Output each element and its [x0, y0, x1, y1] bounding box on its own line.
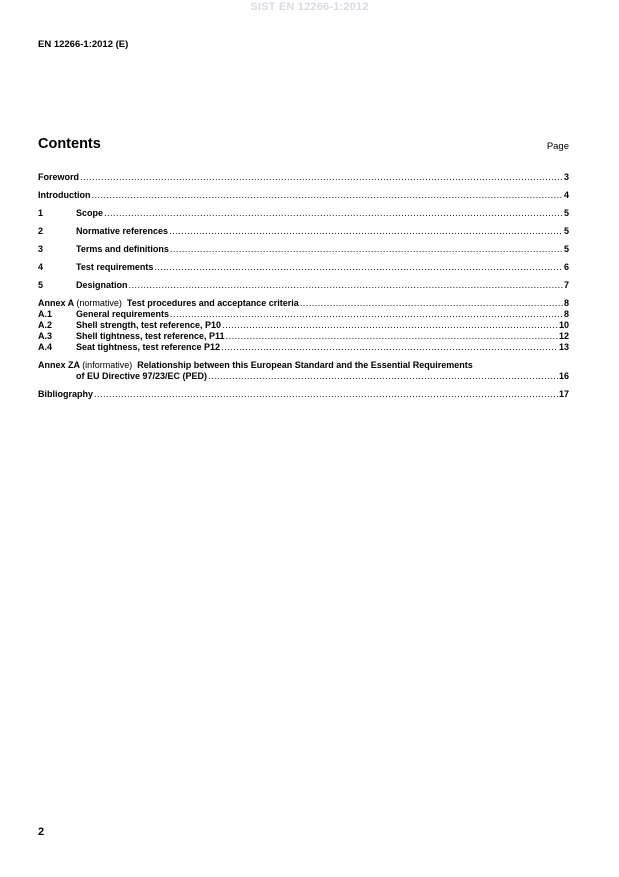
toc-entry-test-requirements[interactable]	[38, 262, 569, 273]
toc-page: 5	[563, 226, 569, 236]
dot-leader	[300, 298, 563, 309]
dot-leader	[208, 371, 558, 382]
annex-qualifier: (normative)	[76, 298, 122, 308]
toc-entry-annex-za[interactable]	[38, 360, 569, 371]
toc-entry-scope[interactable]	[38, 208, 569, 219]
annex-qualifier: (informative)	[82, 360, 133, 370]
annex-prefix: Annex A	[38, 298, 74, 308]
toc-title: Seat tightness, test reference P12	[76, 342, 221, 352]
toc-number: A.4	[38, 342, 53, 352]
toc-entry-a3[interactable]	[38, 331, 569, 342]
toc-number: A.2	[38, 320, 53, 330]
toc-page: 5	[563, 208, 569, 218]
toc-page: 3	[563, 172, 569, 182]
toc-page: 7	[563, 280, 569, 290]
toc-page: 4	[563, 190, 569, 200]
dot-leader	[169, 226, 563, 237]
toc-entry-introduction[interactable]	[38, 190, 569, 201]
toc-title: Introduction	[38, 190, 91, 200]
toc-title: Scope	[76, 208, 104, 218]
toc-entry-foreword[interactable]	[38, 172, 569, 183]
toc-number: 5	[38, 280, 44, 290]
toc-number: A.1	[38, 309, 53, 319]
toc-page: 12	[558, 331, 569, 341]
toc-page: 16	[558, 371, 569, 381]
dot-leader	[170, 309, 563, 320]
dot-leader	[94, 389, 558, 400]
toc-entry-terms-and-definitions[interactable]	[38, 244, 569, 255]
toc-page: 13	[558, 342, 569, 352]
toc-title: Designation	[76, 280, 128, 290]
toc-page: 5	[563, 244, 569, 254]
toc-entry-a4[interactable]	[38, 342, 569, 353]
annex-title: Test procedures and acceptance criteria	[126, 298, 299, 308]
dot-leader	[222, 320, 558, 331]
dot-leader	[226, 331, 558, 342]
annex-title-line1: Relationship between this European Standard and the Essential Requirements	[137, 360, 473, 370]
toc-title: Normative references	[76, 226, 169, 236]
toc-title: General requirements	[76, 309, 170, 319]
dot-leader	[80, 172, 563, 183]
toc-page: 17	[558, 389, 569, 399]
contents-title: Contents	[38, 136, 101, 152]
annex-title-line2: of EU Directive 97/23/EC (PED)	[76, 371, 208, 381]
dot-leader	[129, 280, 563, 291]
toc-title	[38, 360, 473, 371]
page-number: 2	[38, 826, 45, 838]
toc-title: Terms and definitions	[76, 244, 169, 254]
annex-prefix: Annex ZA	[38, 360, 80, 370]
toc-title: Foreword	[38, 172, 80, 182]
watermark: SIST EN 12266-1:2012	[250, 1, 369, 13]
toc-number: 4	[38, 262, 44, 272]
toc-title: Test requirements	[76, 262, 154, 272]
toc-entry-normative-references[interactable]	[38, 226, 569, 237]
dot-leader	[92, 190, 563, 201]
toc-title: Shell tightness, test reference, P11	[76, 331, 225, 341]
dot-leader	[170, 244, 563, 255]
document-id: EN 12266-1:2012 (E)	[38, 39, 129, 50]
page-column-label: Page	[546, 141, 569, 152]
toc-entry-annex-za-continued[interactable]	[38, 371, 569, 382]
toc-entry-a1[interactable]	[38, 309, 569, 320]
dot-leader	[154, 262, 563, 273]
toc-entry-bibliography[interactable]	[38, 389, 569, 400]
toc-entry-annex-a[interactable]	[38, 298, 569, 309]
toc-page: 6	[563, 262, 569, 272]
toc-page: 10	[558, 320, 569, 330]
dot-leader	[221, 342, 558, 353]
toc-page: 8	[563, 298, 569, 308]
toc-title: Bibliography	[38, 389, 94, 399]
table-of-contents	[38, 172, 569, 400]
dot-leader	[104, 208, 563, 219]
toc-number: 1	[38, 208, 44, 218]
toc-page: 8	[563, 309, 569, 319]
toc-title	[38, 298, 299, 309]
toc-number: 2	[38, 226, 44, 236]
toc-title: Shell strength, test reference, P10	[76, 320, 222, 330]
toc-number: 3	[38, 244, 44, 254]
toc-entry-a2[interactable]	[38, 320, 569, 331]
toc-number: A.3	[38, 331, 53, 341]
toc-entry-designation[interactable]	[38, 280, 569, 291]
